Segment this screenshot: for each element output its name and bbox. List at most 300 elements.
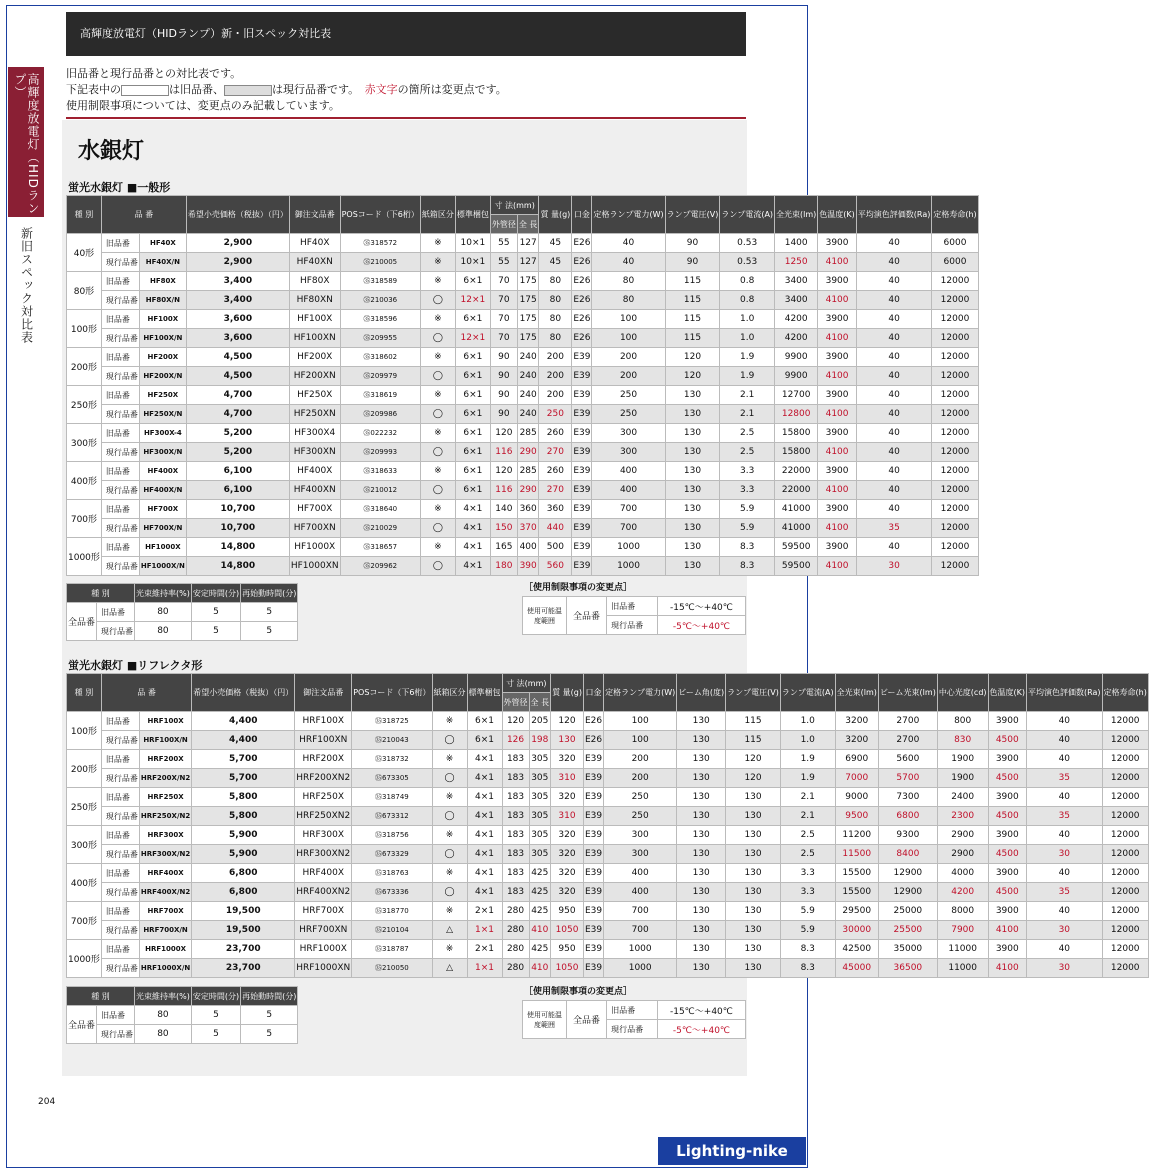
- table-cell: 130: [551, 731, 584, 750]
- table-cell: 12700: [775, 386, 818, 405]
- table-cell: 183: [502, 750, 529, 769]
- limit-new-value: -5℃〜+40℃: [657, 616, 745, 635]
- intro-line-1: 旧品番と現行品番との対比表です。: [66, 67, 242, 80]
- table-cell: 5: [191, 1006, 240, 1025]
- table-cell: 1900: [937, 769, 988, 788]
- table-row: [67, 367, 979, 386]
- table-cell: 12000: [932, 405, 978, 424]
- product-code: HRF400X/N2: [139, 883, 191, 902]
- table-cell: 3900: [818, 386, 857, 405]
- column-header: 光束維持率(%): [135, 584, 192, 603]
- product-code: HF300X/N: [139, 443, 186, 462]
- table-cell: 80: [135, 622, 192, 641]
- table-cell: 130: [677, 807, 726, 826]
- table-cell: 1400: [775, 234, 818, 253]
- table-cell: 12000: [932, 386, 978, 405]
- table-cell: 5.9: [780, 921, 835, 940]
- table-cell: 4100: [818, 519, 857, 538]
- table-cell: 現行品番: [101, 557, 139, 576]
- table-cell: ㉟318633: [340, 462, 420, 481]
- table-cell: 22000: [775, 481, 818, 500]
- table-cell: 40: [856, 234, 932, 253]
- page-header: 高輝度放電灯（HIDランプ）新・旧スペック対比表: [66, 12, 746, 56]
- table-cell: 425: [529, 883, 551, 902]
- table-cell: HF700XN: [289, 519, 340, 538]
- table-cell: 12000: [932, 348, 978, 367]
- table-row: [67, 538, 979, 557]
- product-code: HRF700X: [139, 902, 191, 921]
- table-cell: 120: [726, 750, 781, 769]
- table-cell: ※: [432, 902, 467, 921]
- table-cell: 4500: [988, 845, 1027, 864]
- table-cell: 2700: [878, 712, 937, 731]
- table-cell: 3900: [988, 864, 1027, 883]
- table-cell: 250: [604, 807, 677, 826]
- column-header: 平均演色評価数(Ra): [1027, 674, 1103, 712]
- table-cell: 4500: [988, 731, 1027, 750]
- table-cell: 165: [490, 538, 517, 557]
- table-cell: 130: [665, 386, 720, 405]
- table-cell: 45: [539, 253, 572, 272]
- table-cell: 旧品番: [101, 750, 139, 769]
- table-cell: 4100: [818, 367, 857, 386]
- table-cell: 12000: [932, 462, 978, 481]
- table-cell: 260: [539, 424, 572, 443]
- table-cell: 200: [604, 769, 677, 788]
- table-cell: 19,500: [192, 902, 295, 921]
- column-header: 種 別: [67, 584, 135, 603]
- table-row: [67, 788, 1149, 807]
- table-cell: 40: [856, 424, 932, 443]
- table-row: [67, 940, 1149, 959]
- product-code: HRF1000X: [139, 940, 191, 959]
- table-cell: 3900: [818, 310, 857, 329]
- table-cell: 25500: [878, 921, 937, 940]
- intro-line-2e: の箇所は変更点です。: [397, 83, 507, 96]
- table-cell: ◯: [420, 443, 455, 462]
- table-cell: 250: [592, 405, 665, 424]
- table-cell: 4100: [818, 253, 857, 272]
- category-cell: 300形: [67, 826, 102, 864]
- table-cell: 22000: [775, 462, 818, 481]
- table-cell: E39: [583, 826, 603, 845]
- table-cell: 1050: [551, 959, 584, 978]
- table-cell: 120: [490, 424, 517, 443]
- limit-title-2: ［使用制限事項の変更点］: [524, 987, 633, 997]
- table-cell: 183: [502, 788, 529, 807]
- table-cell: 10×1: [455, 234, 490, 253]
- table-cell: 19,500: [192, 921, 295, 940]
- table-cell: 5,700: [192, 769, 295, 788]
- table-cell: ※: [420, 386, 455, 405]
- table-cell: ㉟318787: [352, 940, 432, 959]
- table-cell: E39: [583, 940, 603, 959]
- table-cell: 12000: [1102, 750, 1148, 769]
- column-header: 標準梱包: [455, 196, 490, 234]
- table-cell: E39: [572, 367, 592, 386]
- table-cell: 305: [529, 826, 551, 845]
- table-cell: ㉟673312: [352, 807, 432, 826]
- table-cell: 旧品番: [101, 424, 139, 443]
- table-cell: E39: [583, 864, 603, 883]
- table-cell: E39: [572, 405, 592, 424]
- column-header: 標準梱包: [467, 674, 502, 712]
- table-cell: 12000: [932, 538, 978, 557]
- table-cell: 0.53: [720, 253, 775, 272]
- table-cell: ◯: [420, 367, 455, 386]
- table-cell: 12000: [1102, 731, 1148, 750]
- table-cell: 1.0: [780, 712, 835, 731]
- table-cell: 旧品番: [101, 272, 139, 291]
- table-cell: 40: [856, 367, 932, 386]
- table-cell: 400: [517, 538, 539, 557]
- table-cell: E39: [572, 424, 592, 443]
- table-cell: 70: [490, 310, 517, 329]
- table-cell: HF250X: [289, 386, 340, 405]
- table-cell: 130: [677, 712, 726, 731]
- table-cell: 115: [665, 272, 720, 291]
- column-header: 外管径: [502, 693, 529, 712]
- table-cell: 80: [135, 603, 192, 622]
- table-cell: 200: [604, 750, 677, 769]
- table-cell: 130: [726, 845, 781, 864]
- table-cell: ※: [432, 788, 467, 807]
- table-cell: 5,900: [192, 845, 295, 864]
- table-cell: 175: [517, 310, 539, 329]
- table-cell: 130: [677, 864, 726, 883]
- table-cell: 5,200: [186, 424, 289, 443]
- table-cell: 4×1: [467, 750, 502, 769]
- table-cell: 6900: [835, 750, 878, 769]
- table-cell: 250: [592, 386, 665, 405]
- table-cell: 現行品番: [101, 367, 139, 386]
- column-header: 色温度(K): [988, 674, 1027, 712]
- table-cell: 305: [529, 750, 551, 769]
- table-cell: 285: [517, 462, 539, 481]
- table-cell: 9900: [775, 367, 818, 386]
- table-cell: ㉟318619: [340, 386, 420, 405]
- product-code: HF40X: [139, 234, 186, 253]
- table-cell: 3900: [818, 424, 857, 443]
- table-cell: 12000: [1102, 959, 1148, 978]
- table-cell: 130: [677, 769, 726, 788]
- table-cell: 1050: [551, 921, 584, 940]
- table-cell: 3400: [775, 291, 818, 310]
- table-cell: 183: [502, 864, 529, 883]
- table-cell: 3900: [988, 712, 1027, 731]
- table-cell: ㉟673305: [352, 769, 432, 788]
- table-cell: 127: [517, 234, 539, 253]
- table-cell: 115: [665, 291, 720, 310]
- table-cell: 2900: [937, 845, 988, 864]
- table-cell: ㉟210050: [352, 959, 432, 978]
- column-header: 中心光度(cd): [937, 674, 988, 712]
- table-cell: 2.1: [780, 807, 835, 826]
- table-cell: 300: [604, 845, 677, 864]
- table-cell: ㉟318589: [340, 272, 420, 291]
- table-cell: 70: [490, 329, 517, 348]
- table-cell: 1.9: [720, 348, 775, 367]
- table-cell: HF250XN: [289, 405, 340, 424]
- table-cell: 12000: [1102, 788, 1148, 807]
- table-cell: 現行品番: [101, 807, 139, 826]
- table-cell: 6000: [932, 253, 978, 272]
- table-cell: 290: [517, 443, 539, 462]
- table-cell: 12000: [932, 557, 978, 576]
- limit-label: 使用可能温度範囲: [523, 597, 567, 635]
- category-cell: 100形: [67, 310, 102, 348]
- column-header: 種 別: [67, 674, 102, 712]
- table-cell: 4100: [818, 291, 857, 310]
- table-cell: 14,800: [186, 538, 289, 557]
- table-cell: 4×1: [467, 769, 502, 788]
- table-cell: 旧品番: [97, 603, 135, 622]
- column-header: 質 量(g): [551, 674, 584, 712]
- table-cell: 120: [490, 462, 517, 481]
- table-cell: HRF700X: [295, 902, 352, 921]
- table-cell: 旧品番: [101, 826, 139, 845]
- table-row: [67, 481, 979, 500]
- table-cell: 175: [517, 291, 539, 310]
- table-cell: 130: [677, 959, 726, 978]
- table-cell: ㉟673329: [352, 845, 432, 864]
- table-cell: 40: [1027, 864, 1103, 883]
- column-header: 質 量(g): [539, 196, 572, 234]
- limit-new-label: 現行品番: [607, 1020, 658, 1039]
- table-cell: 175: [517, 272, 539, 291]
- table-row: [67, 826, 1149, 845]
- table-cell: 830: [937, 731, 988, 750]
- table-cell: 旧品番: [97, 1006, 135, 1025]
- table-cell: 280: [502, 959, 529, 978]
- table-cell: 130: [726, 807, 781, 826]
- table-cell: 4500: [988, 769, 1027, 788]
- table-cell: 35: [856, 519, 932, 538]
- limit-label: 使用可能温度範囲: [523, 1001, 567, 1039]
- table-cell: E39: [583, 788, 603, 807]
- column-header: 希望小売価格（税抜）（円）: [192, 674, 295, 712]
- table-cell: 270: [539, 481, 572, 500]
- table-cell: 4100: [988, 959, 1027, 978]
- column-header: 定格寿命(h): [932, 196, 978, 234]
- table-cell: 6×1: [455, 443, 490, 462]
- table-cell: 8.3: [780, 940, 835, 959]
- table-cell: ※: [420, 234, 455, 253]
- table-cell: ◯: [432, 883, 467, 902]
- table-cell: 130: [677, 788, 726, 807]
- table-cell: 41000: [775, 500, 818, 519]
- column-header: 寸 法(mm): [502, 674, 551, 693]
- table-cell: 4×1: [467, 826, 502, 845]
- table-cell: E39: [572, 538, 592, 557]
- table-row: [67, 424, 979, 443]
- product-code: HF700X: [139, 500, 186, 519]
- table-cell: 80: [135, 1025, 192, 1044]
- table-cell: 8000: [937, 902, 988, 921]
- product-code: HRF400X: [139, 864, 191, 883]
- table-cell: 115: [665, 329, 720, 348]
- table-cell: 40: [856, 443, 932, 462]
- table-cell: 90: [490, 405, 517, 424]
- table-cell: 4500: [988, 807, 1027, 826]
- table-cell: 40: [856, 405, 932, 424]
- table-cell: HF400XN: [289, 481, 340, 500]
- table-row: [67, 329, 979, 348]
- table-cell: 12000: [1102, 712, 1148, 731]
- table-cell: 旧品番: [101, 462, 139, 481]
- table-cell: E39: [583, 902, 603, 921]
- category-cell: 80形: [67, 272, 102, 310]
- table-cell: E26: [572, 329, 592, 348]
- table-cell: HRF200X: [295, 750, 352, 769]
- column-header: 全光束(lm): [775, 196, 818, 234]
- table-cell: 10×1: [455, 253, 490, 272]
- column-header: 紙箱区分: [432, 674, 467, 712]
- table-cell: HF80X: [289, 272, 340, 291]
- table-row: [67, 272, 979, 291]
- table-row: [67, 557, 979, 576]
- table-cell: 4×1: [467, 845, 502, 864]
- table-cell: 2,900: [186, 234, 289, 253]
- table-cell: ㉟318725: [352, 712, 432, 731]
- table-cell: 4×1: [455, 500, 490, 519]
- product-code: HRF300X/N2: [139, 845, 191, 864]
- table-cell: 現行品番: [101, 443, 139, 462]
- table-cell: 12000: [932, 443, 978, 462]
- table-cell: ㉟022232: [340, 424, 420, 443]
- table-cell: 100: [604, 712, 677, 731]
- table-cell: 1×1: [467, 921, 502, 940]
- table-cell: 130: [665, 443, 720, 462]
- table-cell: HRF1000X: [295, 940, 352, 959]
- table-cell: 6×1: [455, 348, 490, 367]
- intro-line-2c: は現行品番です。: [272, 83, 354, 96]
- table-cell: E39: [583, 750, 603, 769]
- category-cell: 300形: [67, 424, 102, 462]
- table-cell: 2.5: [780, 826, 835, 845]
- table-cell: 12000: [932, 291, 978, 310]
- table-cell: HRF700XN: [295, 921, 352, 940]
- column-header: 色温度(K): [818, 196, 857, 234]
- table-cell: 6×1: [467, 731, 502, 750]
- table-cell: 40: [1027, 731, 1103, 750]
- table-cell: ※: [420, 253, 455, 272]
- table-cell: ◯: [420, 329, 455, 348]
- table-cell: 200: [592, 348, 665, 367]
- table-cell: 950: [551, 902, 584, 921]
- spec-table-general: [66, 195, 979, 576]
- table-cell: 7300: [878, 788, 937, 807]
- table-cell: 4,400: [192, 731, 295, 750]
- table-row: [67, 883, 1149, 902]
- table-cell: 12000: [932, 272, 978, 291]
- table-cell: E26: [572, 272, 592, 291]
- table-cell: 3.3: [720, 462, 775, 481]
- table-cell: ㉟318657: [340, 538, 420, 557]
- table-cell: 1×1: [467, 959, 502, 978]
- table-cell: 100: [592, 329, 665, 348]
- table-cell: 15800: [775, 443, 818, 462]
- table-cell: 700: [604, 902, 677, 921]
- table-cell: 4100: [818, 329, 857, 348]
- table-cell: ※: [420, 348, 455, 367]
- table-cell: E26: [572, 253, 592, 272]
- table-cell: ㉟210012: [340, 481, 420, 500]
- table-cell: ㉟210029: [340, 519, 420, 538]
- table-cell: 5700: [878, 769, 937, 788]
- table-cell: 6×1: [455, 481, 490, 500]
- table-cell: 3900: [818, 538, 857, 557]
- table-cell: 0.8: [720, 291, 775, 310]
- table-cell: ㉟318596: [340, 310, 420, 329]
- table-cell: 130: [665, 405, 720, 424]
- column-header: POSコード（下6桁）: [340, 196, 420, 234]
- product-code: HRF200X/N2: [139, 769, 191, 788]
- table-row: [67, 253, 979, 272]
- column-header: ビーム角(度): [677, 674, 726, 712]
- table-cell: 6,800: [192, 883, 295, 902]
- table-cell: 40: [856, 291, 932, 310]
- table-cell: 25000: [878, 902, 937, 921]
- table-cell: ※: [432, 712, 467, 731]
- category-cell: 250形: [67, 788, 102, 826]
- table-cell: 現行品番: [101, 405, 139, 424]
- table-cell: 旧品番: [101, 234, 139, 253]
- table-cell: 3900: [988, 788, 1027, 807]
- table-cell: 59500: [775, 557, 818, 576]
- table-cell: 425: [529, 902, 551, 921]
- table-cell: 12000: [932, 500, 978, 519]
- table-cell: E26: [572, 234, 592, 253]
- table-row: [67, 310, 979, 329]
- table-row: [67, 386, 979, 405]
- table-cell: ㉟210005: [340, 253, 420, 272]
- table-cell: 90: [665, 253, 720, 272]
- column-header: 定格寿命(h): [1102, 674, 1148, 712]
- table-cell: 130: [726, 864, 781, 883]
- table-cell: 130: [726, 788, 781, 807]
- table-cell: 425: [529, 940, 551, 959]
- intro-line-2a: 下記表中の: [66, 83, 121, 96]
- table-cell: 950: [551, 940, 584, 959]
- table-cell: ◯: [420, 291, 455, 310]
- table-cell: 現行品番: [97, 622, 135, 641]
- table-row: [67, 1025, 298, 1044]
- legend-new-swatch: [224, 85, 272, 96]
- table-cell: 30: [1027, 921, 1103, 940]
- table-cell: 9500: [835, 807, 878, 826]
- table-cell: 240: [517, 348, 539, 367]
- table-cell: ㉟318763: [352, 864, 432, 883]
- table-cell: E39: [583, 845, 603, 864]
- table-cell: 旧品番: [101, 902, 139, 921]
- column-header: 再始動時間(分): [241, 987, 298, 1006]
- product-code: HF400X: [139, 462, 186, 481]
- table-cell: 3900: [818, 272, 857, 291]
- table-cell: 現行品番: [97, 1025, 135, 1044]
- table-cell: ◯: [432, 769, 467, 788]
- table-cell: 3,600: [186, 310, 289, 329]
- table-cell: ㉟318640: [340, 500, 420, 519]
- sidebar-tab-hid[interactable]: 高輝度放電灯（HIDランプ）: [8, 67, 44, 217]
- table-cell: 1.0: [720, 329, 775, 348]
- sidebar: [8, 67, 44, 417]
- table-cell: 305: [529, 807, 551, 826]
- table-cell: 12×1: [455, 329, 490, 348]
- table-cell: 80: [135, 1006, 192, 1025]
- table-cell: 現行品番: [101, 481, 139, 500]
- category-cell: 1000形: [67, 538, 102, 576]
